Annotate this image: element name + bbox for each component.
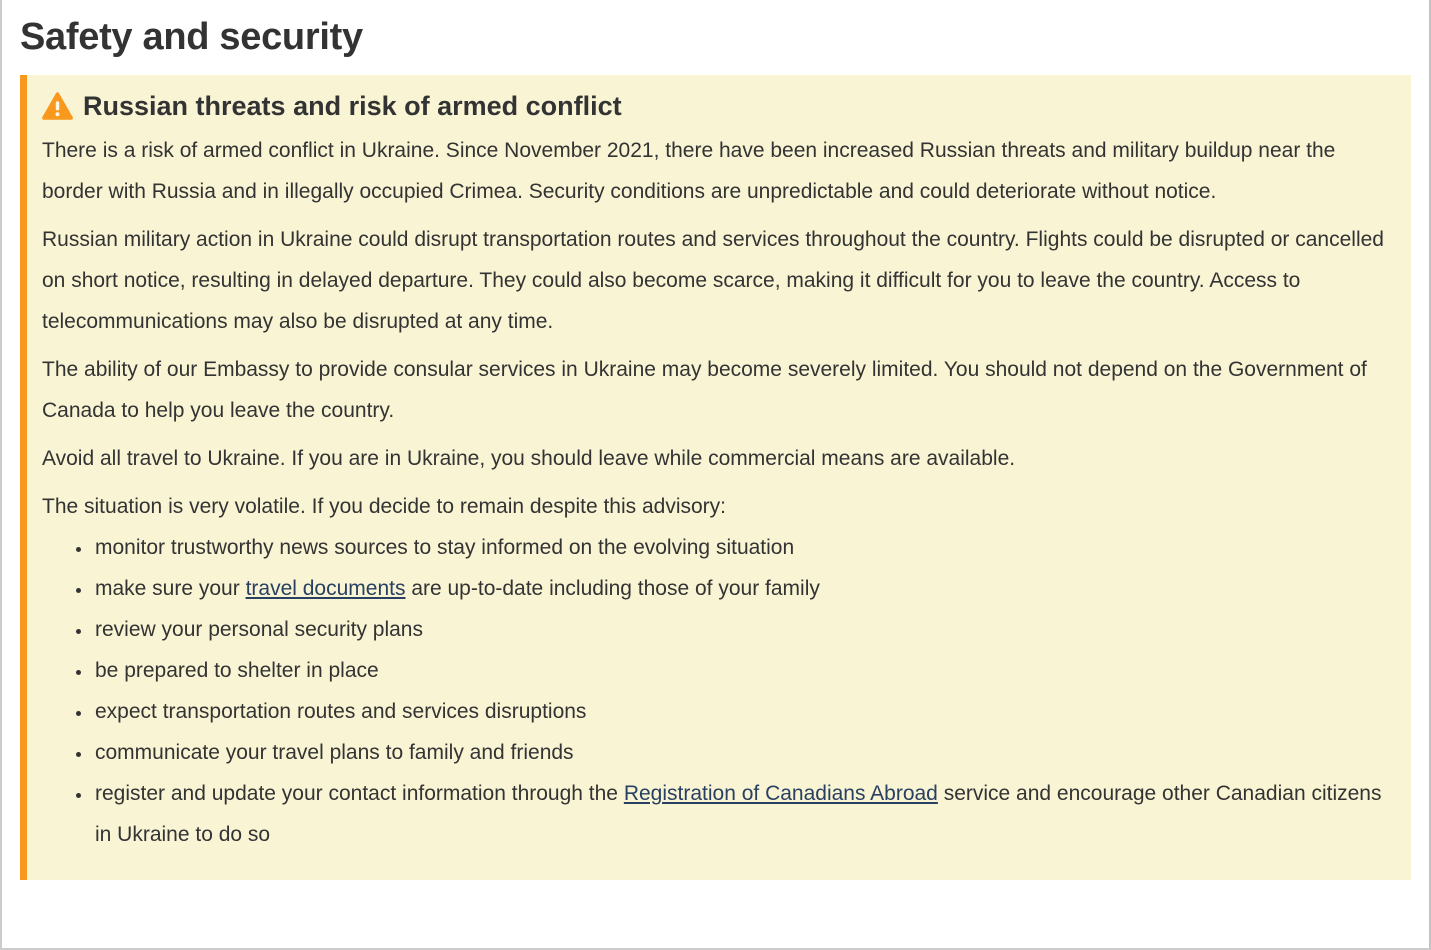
- list-item-text: review your personal security plans: [95, 618, 423, 642]
- warning-triangle-icon: [42, 92, 73, 120]
- list-item: [93, 568, 1389, 609]
- alert-heading-text: Russian threats and risk of armed conflict: [83, 91, 622, 121]
- alert-paragraph: Russian military action in Ukraine could disrupt transportation routes and services throughout the country. Flights could be disrupted or cancelled on short notice, resulting in delayed departure. They could also become scarce, making it difficult for you to leave the country. Access to telecommunications may also be disrupted at any time.: [42, 228, 1384, 334]
- list-item: [93, 691, 1389, 732]
- list-item: [93, 773, 1389, 855]
- list-item: [93, 650, 1389, 691]
- alert-body: [42, 130, 1389, 855]
- alert-paragraph: There is a risk of armed conflict in Ukraine. Since November 2021, there have been increased Russian threats and military buildup near the border with Russia and in illegally occupied Crimea. Security conditions are unpredictable and could deteriorate without notice.: [42, 139, 1336, 204]
- list-item: [93, 527, 1389, 568]
- list-item-text: make sure your: [95, 577, 246, 601]
- list-item: [93, 732, 1389, 773]
- travel-documents-link[interactable]: travel documents: [245, 577, 406, 601]
- alert-heading-row: [42, 90, 1389, 122]
- list-item-text: expect transportation routes and services disruptions: [95, 700, 587, 724]
- list-item-text: service and encourage other Canadian citizens in Ukraine to do so: [95, 782, 1382, 847]
- list-item-text: be prepared to shelter in place: [95, 659, 379, 683]
- alert-box: [20, 75, 1411, 880]
- alert-paragraph: The situation is very volatile. If you decide to remain despite this advisory:: [42, 495, 726, 519]
- list-item-text: are up-to-date including those of your family: [405, 577, 820, 601]
- list-item-text: monitor trustworthy news sources to stay informed on the evolving situation: [95, 536, 795, 560]
- list-item-text: register and update your contact information through the: [95, 782, 624, 806]
- alert-paragraph: The ability of our Embassy to provide consular services in Ukraine may become severely limited. You should not depend on the Government of Canada to help you leave the country.: [42, 358, 1367, 423]
- advisory-list: [42, 527, 1389, 855]
- list-item-text: communicate your travel plans to family and friends: [95, 741, 574, 765]
- list-item: [93, 609, 1389, 650]
- page-title: Safety and security: [20, 16, 363, 58]
- alert-paragraph: Avoid all travel to Ukraine. If you are in Ukraine, you should leave while commercial means are available.: [42, 447, 1016, 471]
- registration-canadians-abroad-link[interactable]: Registration of Canadians Abroad: [623, 782, 938, 806]
